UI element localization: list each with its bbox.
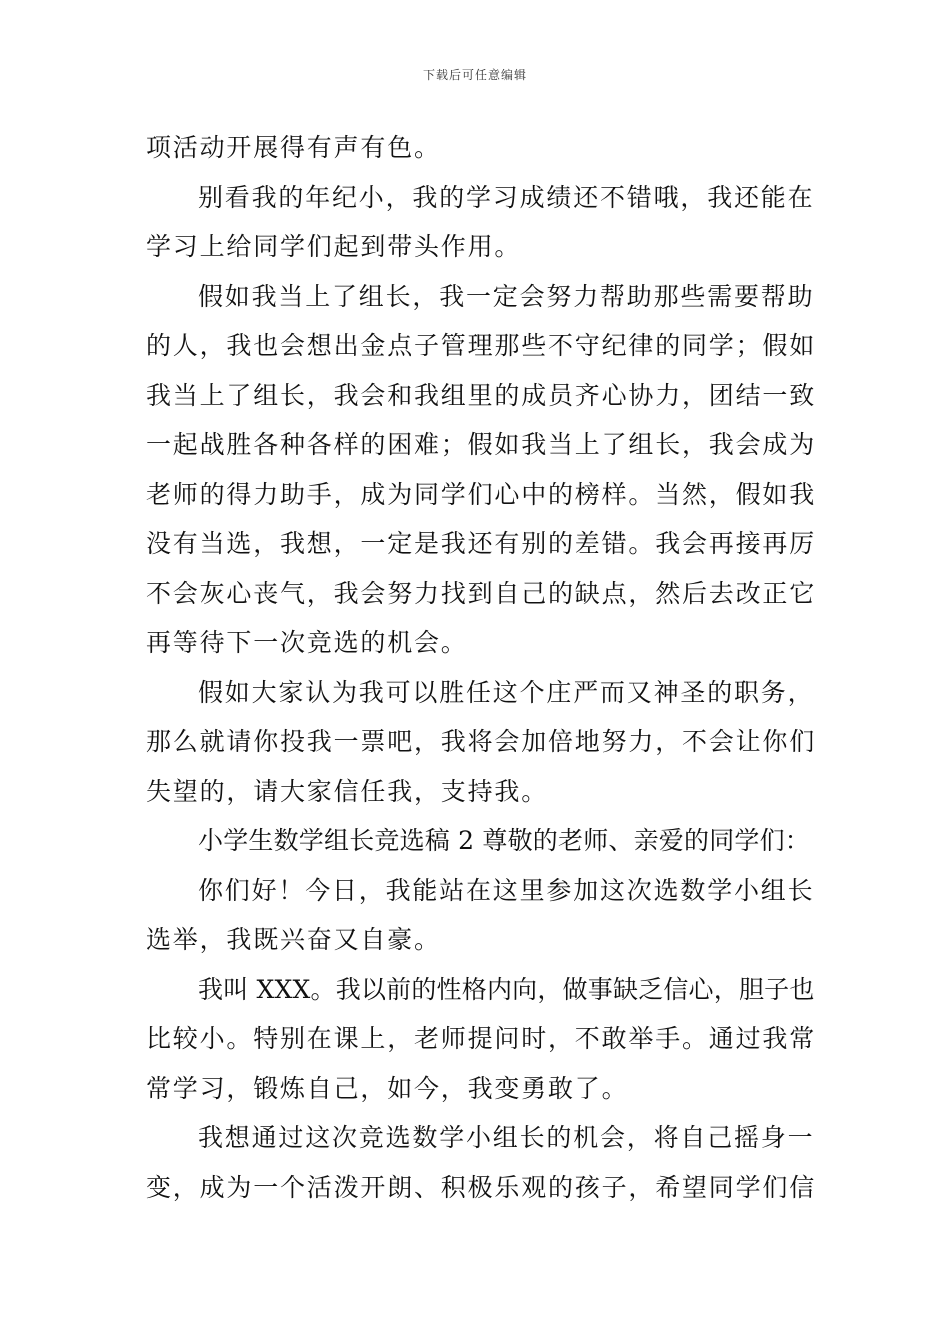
page-header: 下载后可任意编辑 <box>422 68 527 82</box>
text-line: 没有当选，我想，一定是我还有别的差错。我会再接再厉 <box>146 529 817 558</box>
text-line: 那么就请你投我一票吧，我将会加倍地努力，不会让你们 <box>146 727 817 756</box>
text-line: 失望的，请大家信任我，支持我。 <box>146 776 549 806</box>
text-line: 常学习，锻炼自己，如今，我变勇敢了。 <box>146 1073 629 1103</box>
text-line: 选举，我既兴奋又自豪。 <box>146 925 441 954</box>
paragraph-start-line: 我想通过这次竞选数学小组长的机会，将自己摇身一 <box>198 1123 815 1152</box>
text-line: 不会灰心丧气，我会努力找到自己的缺点，然后去改正它 <box>146 578 817 608</box>
text-line: 一起战胜各种各样的困难；假如我当上了组长，我会成为 <box>146 430 817 459</box>
document-body <box>146 128 817 1217</box>
text-line: 变，成为一个活泼开朗、积极乐观的孩子，希望同学们信 <box>146 1172 817 1202</box>
paragraph-start-line: 假如大家认为我可以胜任这个庄严而又神圣的职务， <box>198 677 815 707</box>
text-line: 老师的得力助手，成为同学们心中的榜样。当然，假如我 <box>146 479 817 509</box>
text-line: 比较小。特别在课上，老师提问时，不敢举手。通过我常 <box>146 1024 817 1053</box>
paragraph-start-line: 我叫 XXX。我以前的性格内向，做事缺乏信心，胆子也 <box>198 974 815 1004</box>
text-line: 学习上给同学们起到带头作用。 <box>146 232 522 261</box>
paragraph-start-line: 你们好！今日，我能站在这里参加这次选数学小组长 <box>198 875 815 905</box>
paragraph-start-line: 别看我的年纪小，我的学习成绩还不错哦，我还能在 <box>198 182 815 212</box>
text-line: 再等待下一次竞选的机会。 <box>146 628 468 657</box>
section-heading-line: 小学生数学组长竞选稿 2 尊敬的老师、亲爱的同学们： <box>198 826 811 855</box>
text-line: 我当上了组长，我会和我组里的成员齐心协力，团结一致 <box>146 380 817 410</box>
paragraph-start-line: 假如我当上了组长，我一定会努力帮助那些需要帮助 <box>198 281 815 311</box>
text-line: 的人，我也会想出金点子管理那些不守纪律的同学；假如 <box>146 331 817 360</box>
text-line: 项活动开展得有声有色。 <box>146 133 441 162</box>
